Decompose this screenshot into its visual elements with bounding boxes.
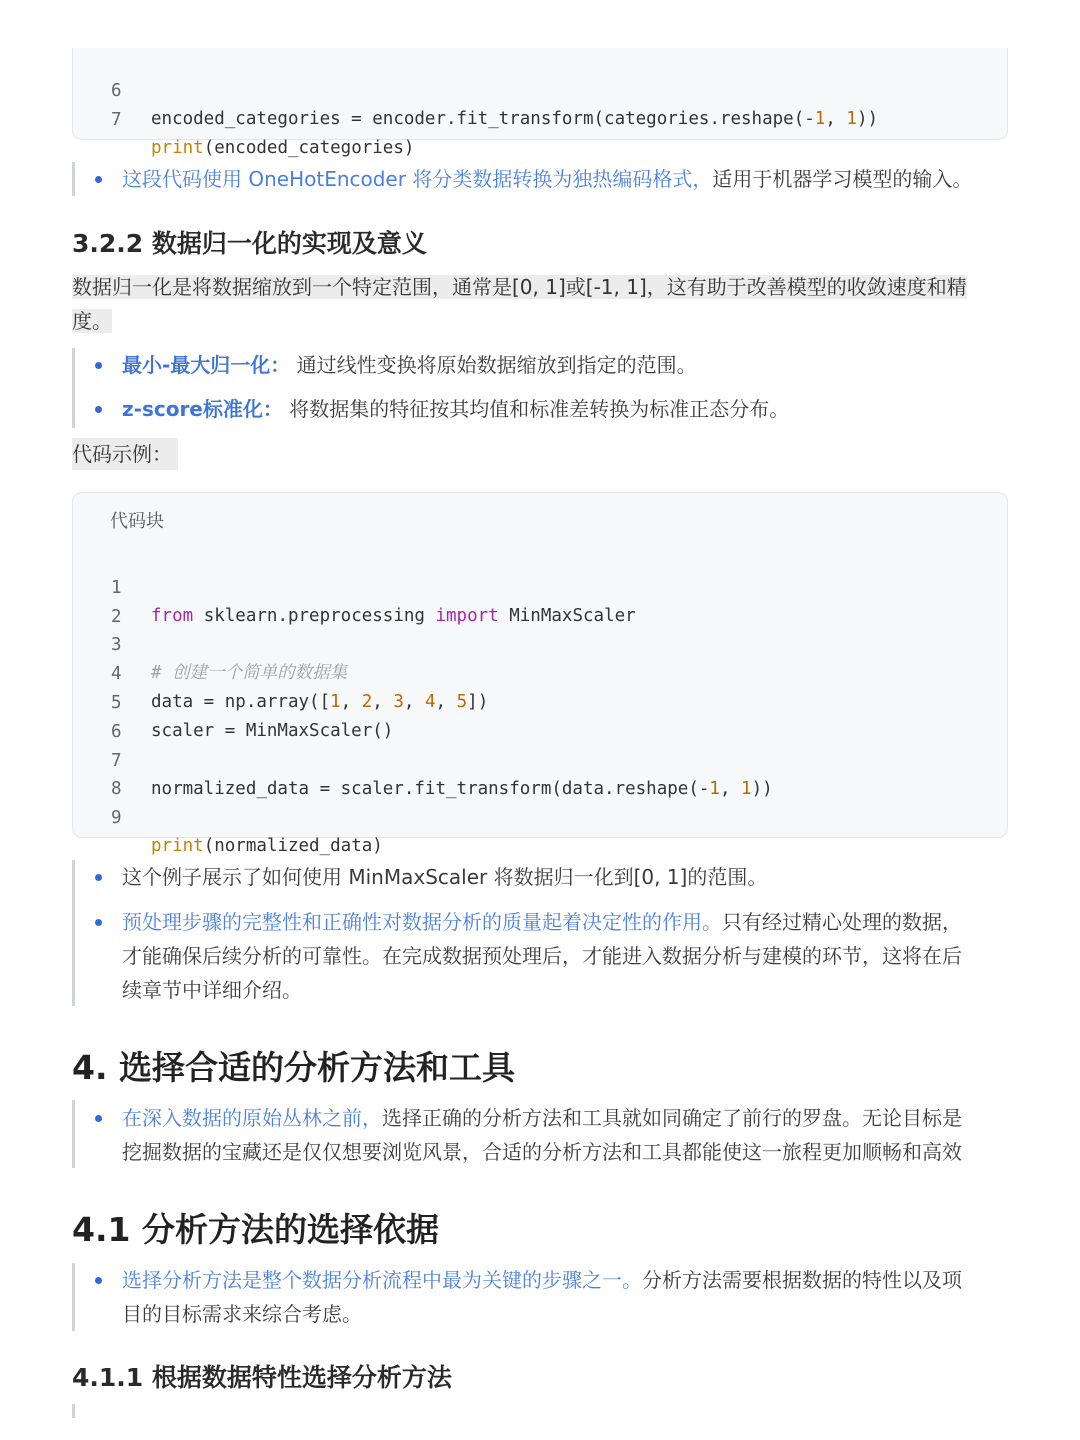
list-item: 最小-最大归一化： 通过线性变换将原始数据缩放到指定的范围。 xyxy=(72,348,1008,382)
bullet-dot xyxy=(95,176,102,183)
section-heading: 4. 选择合适的分析方法和工具 xyxy=(72,1048,515,1087)
bullet-dot xyxy=(95,919,102,926)
bullet-dot xyxy=(95,406,102,413)
list-item: 选择分析方法是整个数据分析流程中最为关键的步骤之一。分析方法需要根据数据的特性以及项 目的目标需求来综合考虑。 xyxy=(72,1263,1008,1331)
bullet-dot xyxy=(95,874,102,881)
code-line: 6 encoded_categories = encoder.fit_transform(categories.reshape(-1, 1)) xyxy=(73,49,115,77)
list-item: z-score标准化： 将数据集的特征按其均值和标准差转换为标准正态分布。 xyxy=(72,392,1008,426)
code-line: 6 xyxy=(111,722,122,742)
code-text: print(encoded_categories) xyxy=(151,138,415,158)
code-block-title: 代码块 xyxy=(110,511,164,532)
code-line: 2 xyxy=(111,607,122,627)
section-heading: 3.2.2 数据归一化的实现及意义 xyxy=(72,229,427,258)
code-text: encoded_categories = encoder.fit_transform(categories.reshape(-1, 1)) xyxy=(151,109,879,129)
code-line: 3 # 创建一个简单的数据集 xyxy=(111,635,348,683)
code-line: 7 normalized_data = scaler.fit_transform(data.reshape(-1, 1)) xyxy=(111,751,773,799)
list-item: 这段代码使用 OneHotEncoder 将分类数据转换为独热编码格式，适用于机器学习模型的输入。 xyxy=(72,162,1008,196)
code-line: 4 data = np.array([1, 2, 3, 4, 5]) xyxy=(111,664,489,712)
list-item: 预处理步骤的完整性和正确性对数据分析的质量起着决定性的作用。只有经过精心处理的数据， 才能确保后续分析的可靠性。在完成数据预处理后，才能进入数据分析与建模的环节，这将在后 续章节中详细介绍。 xyxy=(72,905,1008,1007)
paragraph: 数据归一化是将数据缩放到一个特定范围，通常是[0, 1]或[-1, 1]，这有助于改善模型的收敛速度和精 度。 xyxy=(72,275,967,333)
code-block-top xyxy=(72,48,1008,158)
bullet-dot xyxy=(95,1277,102,1284)
code-example-label: 代码示例： xyxy=(72,437,1002,471)
section-heading: 4.1 分析方法的选择依据 xyxy=(72,1210,439,1249)
bullet-dot xyxy=(95,1115,102,1122)
section-heading: 4.1.1 根据数据特性选择分析方法 xyxy=(72,1363,452,1392)
quote-bar xyxy=(72,1404,75,1418)
code-line: 9 print(normalized_data) xyxy=(111,808,383,856)
code-line: 5 scaler = MinMaxScaler() xyxy=(111,693,394,741)
code-line: 7 print(encoded_categories) xyxy=(73,78,115,106)
list-item: 在深入数据的原始丛林之前，选择正确的分析方法和工具就如同确定了前行的罗盘。无论目标是 挖掘数据的宝藏还是仅仅想要浏览风景，合适的分析方法和工具都能使这一旅程更加顺畅和高效 xyxy=(72,1101,1008,1169)
code-line: 8 xyxy=(111,779,122,799)
list-item: 这个例子展示了如何使用 MinMaxScaler 将数据归一化到[0, 1]的范围。 xyxy=(72,860,1008,894)
bullet-dot xyxy=(95,362,102,369)
code-block xyxy=(72,492,1008,856)
code-line: 1 from sklearn.preprocessing import MinMaxScaler xyxy=(111,578,636,626)
